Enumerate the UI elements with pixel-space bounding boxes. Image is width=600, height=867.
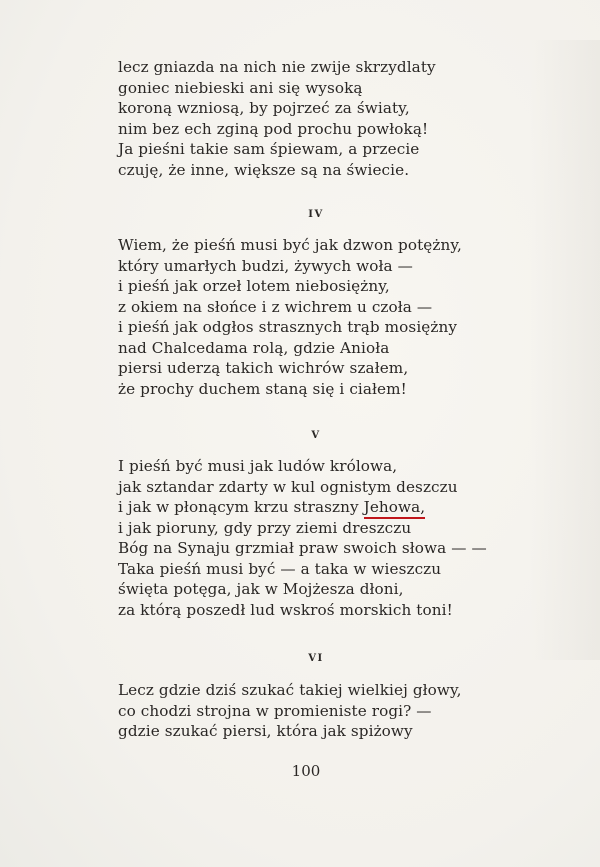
verse-line: Wiem, że pieśń musi być jak dzwon potężny,	[118, 236, 462, 254]
verse-line: święta potęga, jak w Mojżesza dłoni,	[118, 580, 404, 598]
verse-line: goniec niebieski ani się wysoką	[118, 78, 363, 97]
verse-line: z okiem na słońce i z wichrem u czoła —	[118, 297, 433, 316]
section-numeral-iv: IV	[308, 209, 324, 220]
section-numeral-vi: VI	[308, 653, 324, 664]
verse-line: lecz gniazda na nich nie zwije skrzydlaty	[118, 58, 436, 76]
verse-line: za którą poszedł lud wskroś morskich toni!	[118, 600, 453, 619]
stanza-iv	[118, 235, 462, 399]
verse-line: że prochy duchem staną się i ciałem!	[118, 379, 407, 398]
verse-line: Bóg na Synaju grzmiał praw swoich słowa — —	[118, 539, 487, 557]
verse-line: Ja pieśni takie sam śpiewam, a przecie	[118, 140, 420, 158]
verse-line: piersi uderzą takich wichrów szałem,	[118, 359, 409, 377]
verse-line: co chodzi strojna w promieniste rogi? —	[118, 701, 432, 720]
verse-line: I pieśń być musi jak ludów królowa,	[118, 457, 398, 475]
verse-line: gdzie szukać piersi, która jak spiżowy	[118, 722, 413, 740]
underlined-word: Jehowa,	[364, 498, 426, 519]
stanza-iii-ending	[118, 57, 436, 180]
stanza-v	[118, 456, 487, 620]
verse-line: Lecz gdzie dziś szukać takiej wielkiej głowy,	[118, 681, 462, 699]
verse-line: jak sztandar zdarty w kul ognistym deszczu	[118, 477, 458, 496]
verse-line: czuję, że inne, większe są na świecie.	[118, 160, 410, 179]
verse-line	[118, 497, 487, 518]
verse-line: i pieśń jak odgłos strasznych trąb mosiężny	[118, 318, 458, 336]
show-through-shadow	[530, 40, 600, 660]
verse-line: Taka pieśń musi być — a taka w wieszczu	[118, 559, 442, 578]
verse-line: który umarłych budzi, żywych woła —	[118, 256, 413, 275]
verse-line: koroną wzniosą, by pojrzeć za światy,	[118, 99, 410, 117]
verse-line: i jak pioruny, gdy przy ziemi dreszczu	[118, 518, 412, 537]
section-numeral-v: V	[311, 430, 321, 441]
stanza-vi	[118, 680, 462, 742]
verse-line: i pieśń jak orzeł lotem niebosiężny,	[118, 277, 390, 295]
verse-line: nad Chalcedama rolą, gdzie Anioła	[118, 338, 390, 357]
page-number: 100	[291, 762, 321, 780]
verse-text: i jak w płonącym krzu straszny	[118, 498, 364, 516]
verse-line: nim bez ech zginą pod prochu powłoką!	[118, 119, 429, 138]
